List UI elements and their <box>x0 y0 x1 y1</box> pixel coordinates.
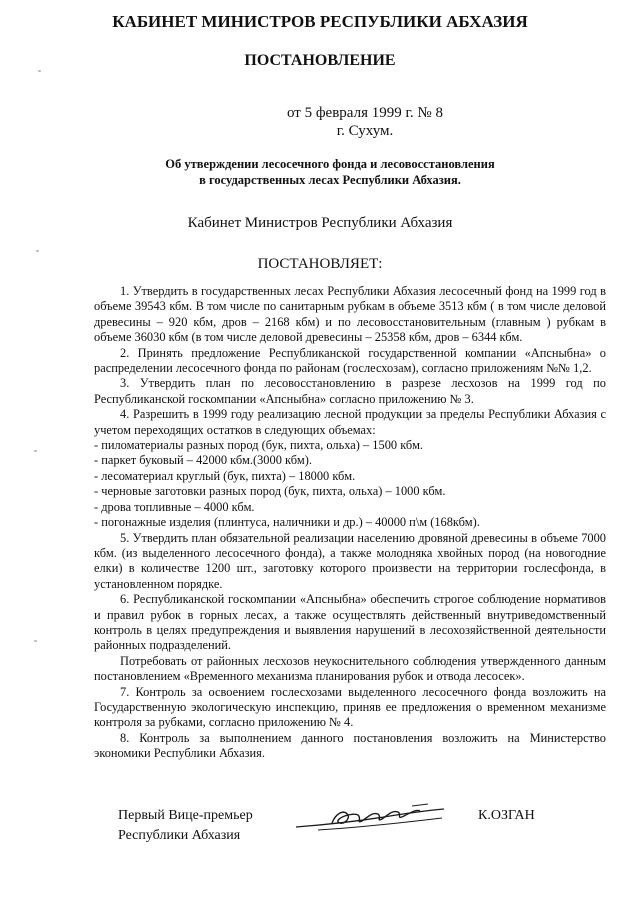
scan-speck <box>36 250 39 252</box>
issuer-line: Кабинет Министров Республики Абхазия <box>187 215 453 231</box>
organization-heading: КАБИНЕТ МИНИСТРОВ РЕСПУБЛИКИ АБХАЗИЯ <box>112 12 528 31</box>
scan-speck <box>34 640 37 642</box>
paragraph-2: 2. Принять предложение Республиканской государственной компании «Апсныбна» о распределении лесосечного фонда по районам (гослесхозам), согласно приложениям №№ 1,2. <box>94 345 606 376</box>
subject-line-2: в государственных лесах Республики Абхазия. <box>199 173 461 187</box>
document-body <box>94 284 606 762</box>
paragraph-6: 6. Республиканской госкомпании «Апсныбна» обеспечить строгое соблюдение нормативов и правил рубок в горных лесах, а также осуществлять действенный внутриведомственный контроль в целях предупреждения и выявления нарушений в лесохозяйственной деятельности районных подразделений. <box>94 592 606 653</box>
scan-speck <box>38 70 41 72</box>
signatory-title-line-2: Республики Абхазия <box>118 828 241 843</box>
list-item: - паркет буковый – 42000 кбм.(3000 кбм). <box>94 453 312 468</box>
handwritten-signature <box>292 800 450 836</box>
paragraph-3: 3. Утвердить план по лесовосстановлению в разрезе лесхозов на 1999 год по Республиканской госкомпании «Апсныбна» согласно приложению № 3. <box>94 376 606 406</box>
subject-title <box>100 156 560 188</box>
signatory-title-line-1: Первый Вице-премьер <box>118 808 253 823</box>
list-item: - лесоматериал круглый (бук, пихта) – 18000 кбм. <box>94 468 356 483</box>
signatory-title <box>118 806 253 846</box>
date-number-line: от 5 февраля 1999 г. № 8 <box>286 105 443 121</box>
resolves-heading: ПОСТАНОВЛЯЕТ: <box>257 256 383 272</box>
paragraph-7: 7. Контроль за освоением гослесхозами выделенного лесосечного фонда возложить на Государственную экологическую инспекцию, приняв ее предложения о временном механизме контроля за рубками, согласно приложению № 4. <box>94 684 606 730</box>
paragraph-8: 8. Контроль за выполнением данного постановления возложить на Министерство экономики Республики Абхазия. <box>94 730 606 761</box>
place-line: г. Сухум. <box>336 123 394 139</box>
list-item: - черновые заготовки разных пород (бук, пихта, ольха) – 1000 кбм. <box>94 484 446 499</box>
signatory-name: К.ОЗГАН <box>478 808 535 823</box>
list-item: - пиломатериалы разных пород (бук, пихта, ольха) – 1500 кбм. <box>94 438 424 453</box>
paragraph-4: 4. Разрешить в 1999 году реализацию лесной продукции за пределы Республики Абхазия с учетом переходящих остатков в следующих объемах: <box>94 407 606 437</box>
document-type-heading: ПОСТАНОВЛЕНИЕ <box>244 52 396 69</box>
paragraph-5: 5. Утвердить план обязательной реализации населению дровяной древесины в объеме 7000 кбм. (из выделенного лесосечного фонда), а также молодняка хвойных пород (на новогодние елки) в количестве 1200 шт., заготовку которого произвести на территории гослесфонда, в установленном порядке. <box>94 530 606 591</box>
paragraph-1: 1. Утвердить в государственных лесах Республики Абхазия лесосечный фонд на 1999 год в объеме 39543 кбм. В том числе по санитарным рубкам в объеме 3513 кбм ( в том числе деловой древесины – 920 кбм, дров – 2168 кбм) и по лесовосстановительным (главным ) рубкам в объеме 36030 кбм (в том числе деловой древесины – 25358 кбм, дров – 6344 кбм. <box>94 284 606 345</box>
list-item: - дрова топливные – 4000 кбм. <box>94 499 255 514</box>
list-item: - погонажные изделия (плинтуса, наличники и др.) – 40000 п\м (168кбм). <box>94 515 480 530</box>
subject-line-1: Об утверждении лесосечного фонда и лесовосстановления <box>165 157 495 171</box>
scan-speck <box>34 450 37 452</box>
paragraph-6-continuation: Потребовать от районных лесхозов неукоснительного соблюдения утвержденного данным постановлением «Временного механизма планирования рубок и отвода лесосек». <box>94 653 606 684</box>
